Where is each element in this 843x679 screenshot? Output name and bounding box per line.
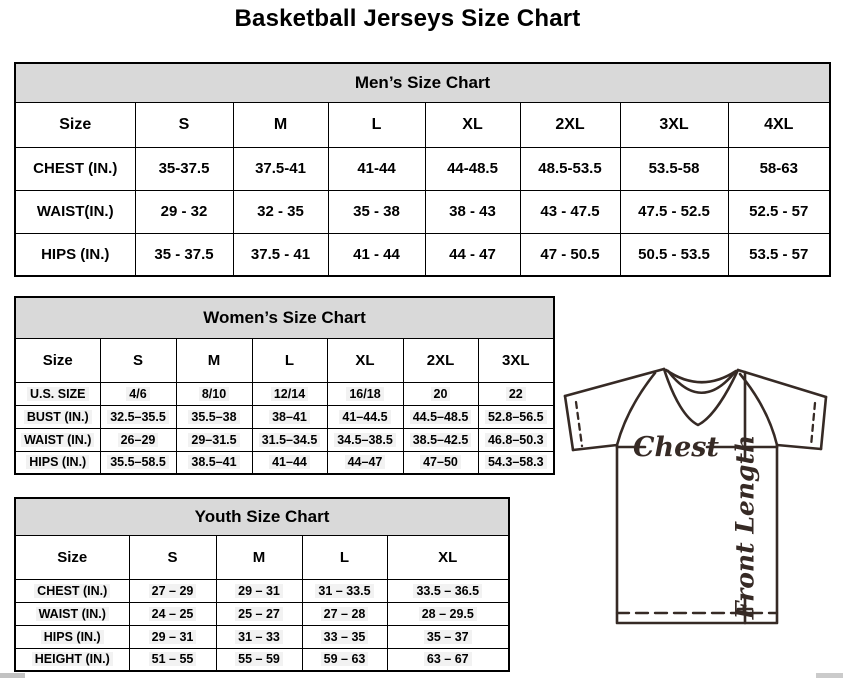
table-row — [15, 428, 554, 451]
row-label — [15, 602, 129, 625]
size-header-cell: 3XL — [478, 338, 554, 382]
measurement-cell — [129, 648, 216, 671]
measurement-cell: 48.5-53.5 — [520, 147, 620, 190]
measurement-cell — [403, 405, 478, 428]
cell-text: 31 – 33 — [235, 630, 283, 644]
measurement-cell: 38 - 43 — [425, 190, 520, 233]
cell-text: 32.5–35.5 — [107, 410, 169, 424]
measurement-cell — [327, 428, 403, 451]
chart-title: Men’s Size Chart — [15, 63, 830, 102]
measurement-cell: 44-48.5 — [425, 147, 520, 190]
cell-text: 31 – 33.5 — [315, 584, 373, 598]
size-column-label: Size — [15, 102, 135, 147]
cell-text: BUST (IN.) — [24, 410, 92, 424]
measurement-cell — [387, 579, 509, 602]
jersey-shoulder-right — [738, 370, 826, 397]
table-row — [15, 602, 509, 625]
cell-text: WAIST (IN.) — [21, 433, 94, 447]
table-row — [15, 382, 554, 405]
measurement-cell: 53.5-58 — [620, 147, 728, 190]
chest-label: Chest — [633, 432, 719, 463]
mens-size-table — [14, 62, 831, 277]
cell-text: HEIGHT (IN.) — [32, 652, 113, 666]
measurement-cell — [327, 451, 403, 474]
cell-text: 63 – 67 — [424, 652, 472, 666]
cell-text: 54.3–58.3 — [485, 455, 547, 469]
measurement-cell — [252, 405, 327, 428]
row-label: CHEST (IN.) — [15, 147, 135, 190]
womens-size-table — [14, 296, 555, 475]
cell-text: 27 – 28 — [321, 607, 369, 621]
cell-text: 33.5 – 36.5 — [413, 584, 482, 598]
table-row — [15, 625, 509, 648]
chart-title: Youth Size Chart — [15, 498, 509, 535]
cell-text: HIPS (IN.) — [41, 630, 104, 644]
size-header-cell: XL — [327, 338, 403, 382]
table-row — [15, 147, 830, 190]
cell-text: 35.5–58.5 — [107, 455, 169, 469]
cell-text: CHEST (IN.) — [34, 584, 110, 598]
table-row — [15, 102, 830, 147]
scrollbar-fragment-right[interactable] — [816, 673, 843, 678]
measurement-cell — [387, 602, 509, 625]
measurement-cell — [129, 625, 216, 648]
measurement-cell: 52.5 - 57 — [728, 190, 830, 233]
row-label — [15, 405, 100, 428]
size-header-cell: 3XL — [620, 102, 728, 147]
cell-text: 22 — [506, 387, 526, 401]
chart-title: Women’s Size Chart — [15, 297, 554, 338]
cell-text: 41–44 — [269, 455, 310, 469]
size-header-cell: 4XL — [728, 102, 830, 147]
size-header-cell: M — [216, 535, 302, 579]
measurement-cell — [129, 579, 216, 602]
sleeve-right-cuff-edge — [821, 397, 826, 449]
measurement-cell: 35-37.5 — [135, 147, 233, 190]
measurement-cell: 44 - 47 — [425, 233, 520, 276]
table-row — [15, 190, 830, 233]
cell-text: 35 – 37 — [424, 630, 472, 644]
size-header-cell: M — [233, 102, 328, 147]
cell-text: 38–41 — [269, 410, 310, 424]
cell-text: 28 – 29.5 — [419, 607, 477, 621]
measurement-cell — [100, 382, 176, 405]
cell-text: 44–47 — [345, 455, 386, 469]
size-header-cell: 2XL — [403, 338, 478, 382]
table-row — [15, 297, 554, 338]
measurement-cell — [387, 648, 509, 671]
cell-text: 29–31.5 — [188, 433, 239, 447]
table-row — [15, 648, 509, 671]
cell-text: 55 – 59 — [235, 652, 283, 666]
cell-text: 20 — [431, 387, 451, 401]
size-header-cell: M — [176, 338, 252, 382]
measurement-cell — [176, 382, 252, 405]
measurement-cell — [302, 625, 387, 648]
size-header-cell: L — [328, 102, 425, 147]
cell-text: 16/18 — [346, 387, 383, 401]
measurement-cell — [216, 579, 302, 602]
measurement-cell: 47.5 - 52.5 — [620, 190, 728, 233]
measurement-cell: 53.5 - 57 — [728, 233, 830, 276]
measurement-cell — [327, 405, 403, 428]
measurement-cell: 32 - 35 — [233, 190, 328, 233]
measurement-cell — [129, 602, 216, 625]
measurement-cell — [403, 428, 478, 451]
size-header-cell: XL — [387, 535, 509, 579]
table-row — [15, 535, 509, 579]
size-header-cell: 2XL — [520, 102, 620, 147]
measurement-cell — [387, 625, 509, 648]
cell-text: 46.8–50.3 — [485, 433, 547, 447]
cell-text: WAIST (IN.) — [36, 607, 109, 621]
measurement-cell — [100, 451, 176, 474]
measurement-cell — [176, 428, 252, 451]
row-label — [15, 579, 129, 602]
measurement-cell — [216, 648, 302, 671]
size-header-cell: L — [302, 535, 387, 579]
cell-text: 38.5–42.5 — [410, 433, 472, 447]
measurement-cell: 37.5 - 41 — [233, 233, 328, 276]
measurement-cell — [327, 382, 403, 405]
cell-text: 38.5–41 — [188, 455, 239, 469]
front-length-label: Front Length — [730, 434, 760, 620]
table-row — [15, 579, 509, 602]
cell-text: U.S. SIZE — [27, 387, 89, 401]
measurement-cell — [216, 602, 302, 625]
cell-text: 26–29 — [118, 433, 159, 447]
cell-text: 29 – 31 — [149, 630, 197, 644]
table-row — [15, 405, 554, 428]
cell-text: 41–44.5 — [339, 410, 390, 424]
measurement-cell: 50.5 - 53.5 — [620, 233, 728, 276]
cell-text: 47–50 — [420, 455, 461, 469]
measurement-cell — [176, 405, 252, 428]
measurement-cell: 37.5-41 — [233, 147, 328, 190]
measurement-cell: 43 - 47.5 — [520, 190, 620, 233]
cell-text: 52.8–56.5 — [485, 410, 547, 424]
cell-text: 12/14 — [271, 387, 308, 401]
measurement-cell — [478, 451, 554, 474]
cell-text: 31.5–34.5 — [259, 433, 321, 447]
measurement-cell: 41 - 44 — [328, 233, 425, 276]
sleeve-left-cuff-dashes — [576, 402, 582, 446]
youth-size-table — [14, 497, 510, 672]
size-column-label: Size — [15, 338, 100, 382]
measurement-cell — [252, 451, 327, 474]
table-row — [15, 63, 830, 102]
measurement-cell — [403, 382, 478, 405]
size-header-cell: S — [129, 535, 216, 579]
measurement-cell: 29 - 32 — [135, 190, 233, 233]
table-row — [15, 498, 509, 535]
row-label — [15, 382, 100, 405]
cell-text: 51 – 55 — [149, 652, 197, 666]
measurement-cell — [252, 428, 327, 451]
measurement-cell — [216, 625, 302, 648]
measurement-cell — [176, 451, 252, 474]
measurement-cell — [302, 648, 387, 671]
size-header-cell: S — [135, 102, 233, 147]
measurement-cell: 47 - 50.5 — [520, 233, 620, 276]
measurement-cell — [478, 428, 554, 451]
cell-text: 4/6 — [126, 387, 149, 401]
measurement-cell — [302, 602, 387, 625]
measurement-cell — [100, 405, 176, 428]
sleeve-left-underside — [573, 445, 617, 450]
row-label — [15, 648, 129, 671]
scrollbar-fragment-left[interactable] — [0, 673, 25, 678]
size-column-label: Size — [15, 535, 129, 579]
table-row — [15, 338, 554, 382]
cell-text: 29 – 31 — [235, 584, 283, 598]
sleeve-right-cuff-dashes — [811, 403, 815, 446]
cell-text: 35.5–38 — [188, 410, 239, 424]
cell-text: 8/10 — [199, 387, 229, 401]
cell-text: 34.5–38.5 — [334, 433, 396, 447]
cell-text: 59 – 63 — [321, 652, 369, 666]
row-label: HIPS (IN.) — [15, 233, 135, 276]
cell-text: 25 – 27 — [235, 607, 283, 621]
measurement-cell: 41-44 — [328, 147, 425, 190]
measurement-cell — [252, 382, 327, 405]
measurement-cell — [478, 382, 554, 405]
measurement-cell — [403, 451, 478, 474]
row-label: WAIST(IN.) — [15, 190, 135, 233]
table-row — [15, 233, 830, 276]
cell-text: 44.5–48.5 — [410, 410, 472, 424]
measurement-cell: 58-63 — [728, 147, 830, 190]
row-label — [15, 428, 100, 451]
cell-text: 24 – 25 — [149, 607, 197, 621]
measurement-cell: 35 - 38 — [328, 190, 425, 233]
row-label — [15, 625, 129, 648]
size-header-cell: L — [252, 338, 327, 382]
measurement-cell: 35 - 37.5 — [135, 233, 233, 276]
measurement-cell — [302, 579, 387, 602]
cell-text: 33 – 35 — [321, 630, 369, 644]
size-header-cell: S — [100, 338, 176, 382]
sleeve-right-underside — [777, 445, 821, 449]
table-row — [15, 451, 554, 474]
size-header-cell: XL — [425, 102, 520, 147]
page-title: Basketball Jerseys Size Chart — [234, 5, 581, 32]
sleeve-left-cuff-edge — [565, 396, 573, 450]
row-label — [15, 451, 100, 474]
measurement-cell — [478, 405, 554, 428]
cell-text: HIPS (IN.) — [26, 455, 89, 469]
measurement-cell — [100, 428, 176, 451]
jersey-measurement-diagram — [557, 358, 837, 678]
cell-text: 27 – 29 — [149, 584, 197, 598]
